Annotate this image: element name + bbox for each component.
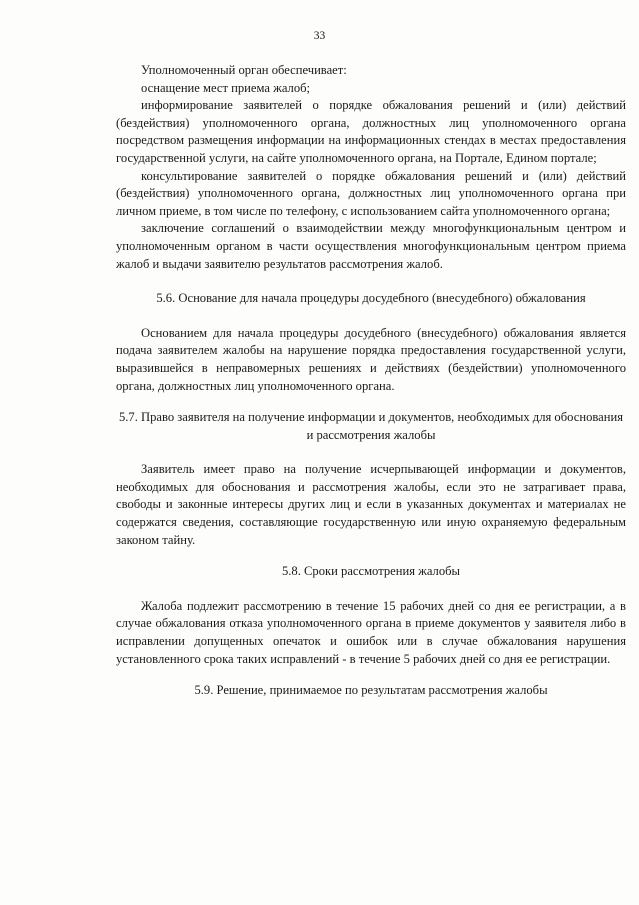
- document-body: [116, 62, 626, 700]
- section-heading-5-6: 5.6. Основание для начала процедуры досудебного (внесудебного) обжалования: [156, 291, 586, 306]
- paragraph: Основанием для начала процедуры досудебного (внесудебного) обжалования является подача заявителем жалобы на нарушение порядка предоставления государственной услуги, выразившейся в неправомерных решениях и действиях (бездействии) уполномоченного органа, должностных лиц уполномоченного органа.: [116, 325, 626, 393]
- section-heading-5-7: 5.7. Право заявителя на получение информации и документов, необходимых для обоснования и рассмотрения жалобы: [118, 410, 624, 442]
- paragraph: консультирование заявителей о порядке обжалования решений и (или) действий (бездействия) уполномоченного органа, должностных лиц уполномоченного органа при личном приеме, в том числе по телефону, с использованием сайта уполномоченного органа;: [116, 168, 626, 218]
- paragraph: заключение соглашений о взаимодействии между многофункциональным центром и уполномоченным органом в части осуществления многофункциональным центром приема жалоб и выдачи заявителю результатов рассмотрения жалоб.: [116, 221, 626, 271]
- paragraph: Заявитель имеет право на получение исчерпывающей информации и документов, необходимых для обоснования и рассмотрения жалобы, если это не затрагивает права, свободы и законные интересы других лиц и если в указанных документах и материалах не содержатся сведения, составляющие государственную или иную охраняемую федеральным законом тайну.: [116, 462, 626, 547]
- paragraph: Уполномоченный орган обеспечивает:: [141, 63, 347, 77]
- paragraph: Жалоба подлежит рассмотрению в течение 15 рабочих дней со дня ее регистрации, а в случае обжалования отказа уполномоченного органа в приеме документов у заявителя либо в исправлении допущенных опечаток и ошибок или в случае обжалования нарушения установленного срока таких исправлений - в течение 5 рабочих дней со дня ее регистрации.: [116, 598, 626, 666]
- page-number: 33: [313, 30, 326, 42]
- paragraph: информирование заявителей о порядке обжалования решений и (или) действий (бездействия) уполномоченного органа, должностных лиц уполномоченного органа посредством размещения информации на информационных стендах в местах предоставления государственной услуги, на сайте уполномоченного органа, на Портале, Едином портале;: [116, 98, 626, 165]
- section-heading-5-8: 5.8. Сроки рассмотрения жалобы: [281, 564, 461, 579]
- paragraph: оснащение мест приема жалоб;: [141, 80, 311, 95]
- section-heading-5-9: 5.9. Решение, принимаемое по результатам рассмотрения жалобы: [194, 683, 548, 698]
